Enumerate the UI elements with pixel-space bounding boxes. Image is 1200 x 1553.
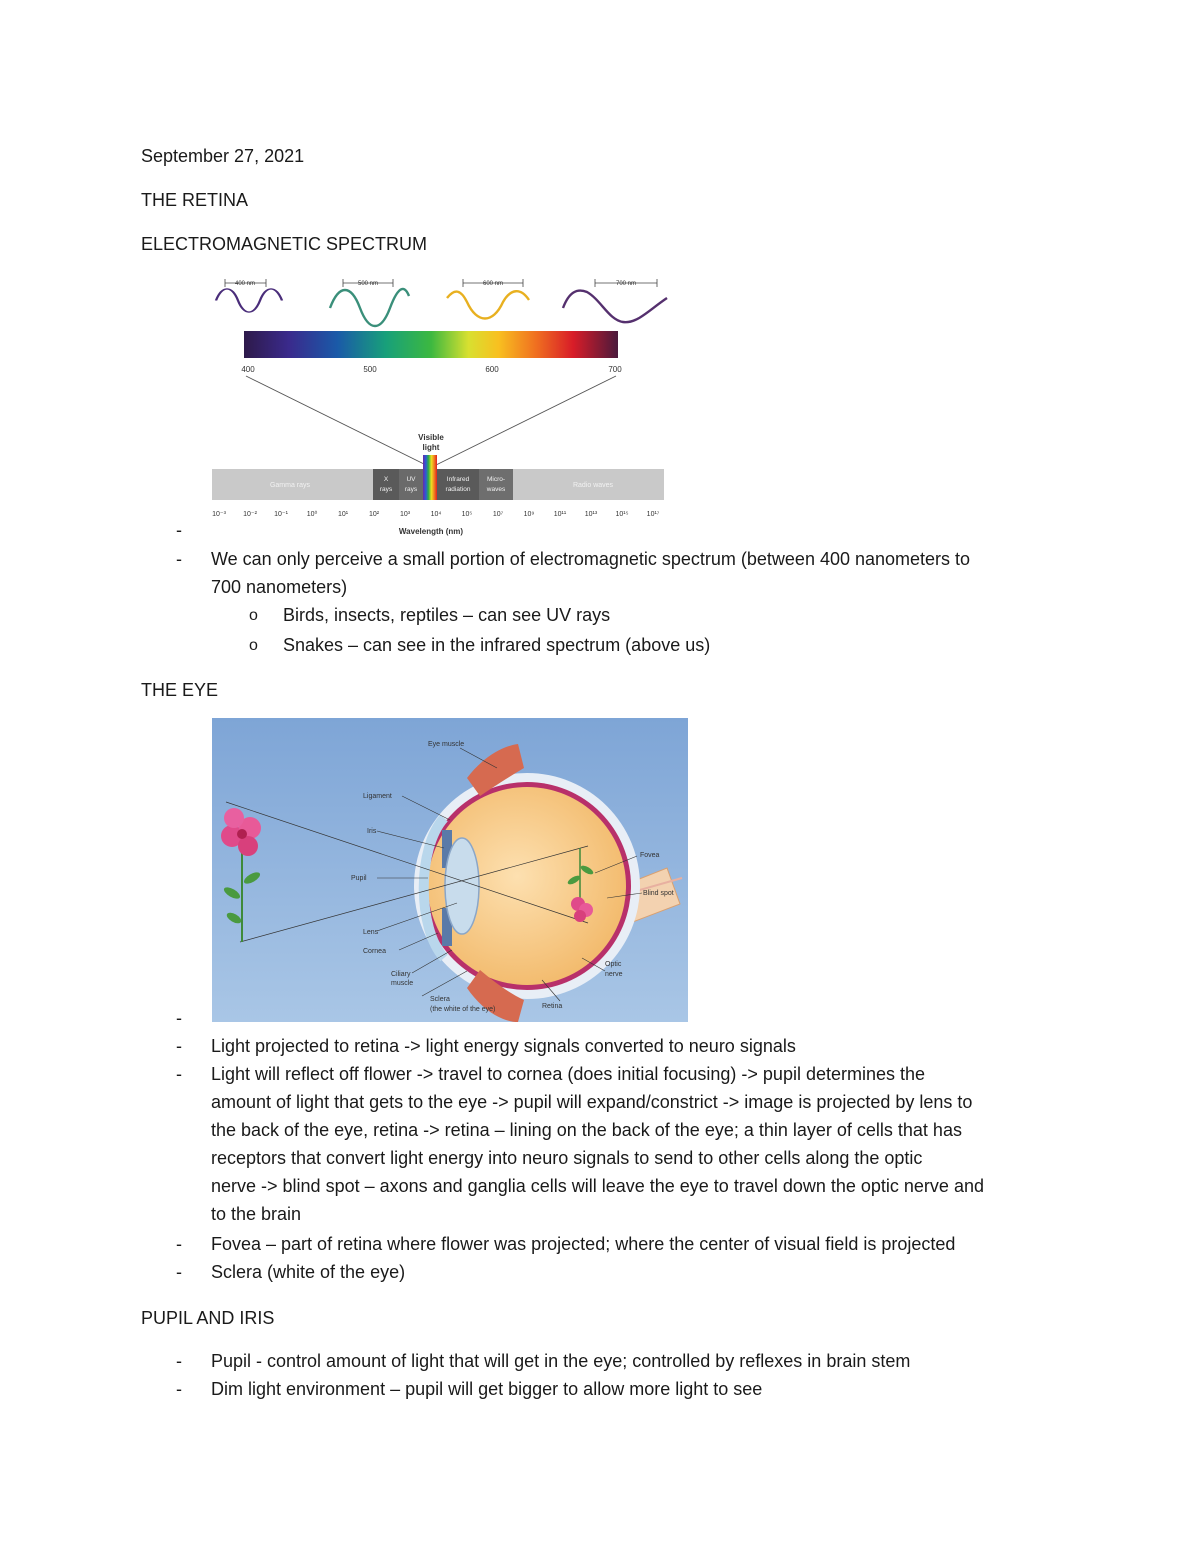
eye-note-3: Fovea – part of retina where flower was projected; where the center of visual field is projected (211, 1234, 956, 1254)
wavelength-tick-label: 10⁷ (492, 511, 504, 518)
empty-bullet-dash-2: - (176, 1008, 182, 1028)
eye-note-2-line-2: amount of light that gets to the eye -> pupil will expand/constrict -> image is projected by lens to (211, 1092, 973, 1112)
band-label-ir-2: radiation (445, 486, 471, 493)
label-blind-spot: Blind spot (643, 890, 674, 897)
band-label-uv-2: rays (404, 486, 418, 493)
label-iris: Iris (367, 828, 377, 835)
band-label-mw-1: Micro- (486, 476, 506, 483)
label-retina: Retina (542, 1003, 563, 1010)
wavelength-tick-label: 10¹⁵ (615, 511, 629, 518)
tick-500: 500 (363, 365, 377, 374)
tick-400: 400 (241, 365, 255, 374)
wavelength-tick-label: 10⁻¹ (274, 511, 288, 518)
converge-line-left (246, 376, 428, 466)
band-visible (423, 455, 437, 500)
wavelength-tick-label: 10⁰ (306, 511, 318, 518)
spectrum-sub-note-2: Snakes – can see in the infrared spectrum (above us) (283, 635, 711, 655)
sub-bullet-marker: o (249, 607, 258, 624)
spectrum-note-line-2: 700 nanometers) (211, 577, 348, 597)
visible-label-2: light (422, 443, 440, 452)
eye-note-4: Sclera (white of the eye) (211, 1262, 406, 1282)
band-label-gamma: Gamma rays (269, 482, 311, 489)
eye-anatomy-figure (212, 718, 688, 1022)
label-ciliary-2: muscle (391, 980, 414, 987)
wave-500nm (330, 279, 409, 326)
label-sclera-2: (the white of the eye) (430, 1006, 496, 1013)
spectrum-note-line-1: We can only perceive a small portion of electromagnetic spectrum (between 400 nanometers to (211, 549, 971, 569)
label-cornea: Cornea (363, 948, 386, 955)
label-sclera-1: Sclera (430, 996, 450, 1003)
tick-700: 700 (608, 365, 622, 374)
wavelength-tick-label: 10⁻² (243, 511, 257, 518)
band-label-x-2: rays (379, 486, 393, 493)
wavelength-tick-label: 10¹ (337, 511, 349, 518)
document-date: September 27, 2021 (141, 146, 305, 166)
band-label-mw-2: waves (486, 486, 506, 493)
visible-label-1: Visible (418, 433, 444, 442)
wavelength-tick-label: 10¹¹ (553, 511, 567, 518)
band-microwaves (479, 469, 513, 500)
wavelength-tick-label: 10⁴ (430, 511, 442, 518)
band-label-ir-1: Infrared (446, 476, 470, 483)
wave-600nm (447, 279, 529, 319)
eye-note-2-line-1: Light will reflect off flower -> travel to cornea (does initial focusing) -> pupil determines the (211, 1064, 926, 1084)
visible-spectrum-bar (244, 331, 618, 358)
bullet-dash: - (176, 1036, 182, 1056)
label-optic-2: nerve (605, 971, 623, 978)
bullet-dash: - (176, 1351, 182, 1371)
tick-600: 600 (485, 365, 499, 374)
label-pupil: Pupil (351, 875, 367, 882)
heading-the-eye: THE EYE (141, 680, 219, 700)
label-lens: Lens (363, 929, 379, 936)
wave-label-700: 700 nm (615, 281, 637, 287)
wavelength-tick-label: 10³ (399, 511, 411, 518)
bullet-dash: - (176, 1234, 182, 1254)
electromagnetic-spectrum-figure (205, 270, 670, 542)
sub-bullet-marker: o (249, 637, 258, 654)
wave-label-600: 600 nm (482, 281, 504, 287)
label-optic-1: Optic (605, 961, 622, 968)
eye-note-1: Light projected to retina -> light energy signals converted to neuro signals (211, 1036, 796, 1056)
wave-400nm (216, 279, 282, 312)
heading-the-retina: THE RETINA (141, 190, 249, 210)
eye-note-2-line-3: the back of the eye, retina -> retina – lining on the back of the eye; a thin layer of cells that has (211, 1120, 962, 1140)
wave-700nm (563, 279, 667, 322)
band-uv-rays (399, 469, 423, 500)
bullet-dash: - (176, 1379, 182, 1399)
wavelength-tick-label: 10⁹ (523, 511, 535, 518)
wavelength-tick-label: 10⁻³ (212, 511, 226, 518)
wave-label-400: 400 nm (234, 281, 256, 287)
converge-line-right (434, 376, 616, 466)
label-eye-muscle: Eye muscle (428, 741, 465, 748)
wavelength-tick-label: 10¹⁷ (646, 511, 660, 518)
label-fovea: Fovea (640, 852, 660, 859)
empty-bullet-dash-1: - (176, 520, 182, 540)
wavelength-axis (212, 510, 660, 518)
wavelength-tick-label: 10⁵ (461, 511, 473, 518)
eye-note-2-line-5: nerve -> blind spot – axons and ganglia cells will leave the eye to travel down the optic nerve and (211, 1176, 984, 1196)
band-x-rays (373, 469, 399, 500)
bullet-dash: - (176, 1064, 182, 1084)
bullet-dash: - (176, 1262, 182, 1282)
wavelength-tick-label: 10¹³ (584, 511, 598, 518)
wavelength-axis-title: Wavelength (nm) (398, 527, 464, 536)
eye-note-2-line-4: receptors that convert light energy into neuro signals to send to other cells along the optic (211, 1148, 923, 1168)
band-label-uv-1: UV (406, 476, 416, 483)
spectrum-sub-note-1: Birds, insects, reptiles – can see UV rays (283, 605, 611, 625)
pupil-note-1: Pupil - control amount of light that will get in the eye; controlled by reflexes in brain stem (211, 1351, 911, 1371)
band-label-x-1: X (383, 476, 389, 483)
bullet-dash: - (176, 549, 182, 569)
band-infrared (437, 469, 479, 500)
label-ciliary-1: Ciliary (391, 971, 411, 978)
lens (445, 838, 479, 934)
wave-label-500: 500 nm (357, 281, 379, 287)
eye-note-2-line-6: to the brain (211, 1204, 302, 1224)
pupil-note-2: Dim light environment – pupil will get bigger to allow more light to see (211, 1379, 763, 1399)
band-label-radio: Radio waves (572, 482, 614, 489)
heading-electromagnetic-spectrum: ELECTROMAGNETIC SPECTRUM (141, 234, 428, 254)
heading-pupil-and-iris: PUPIL AND IRIS (141, 1308, 275, 1328)
label-ligament: Ligament (363, 793, 392, 800)
wavelength-tick-label: 10² (368, 511, 380, 518)
